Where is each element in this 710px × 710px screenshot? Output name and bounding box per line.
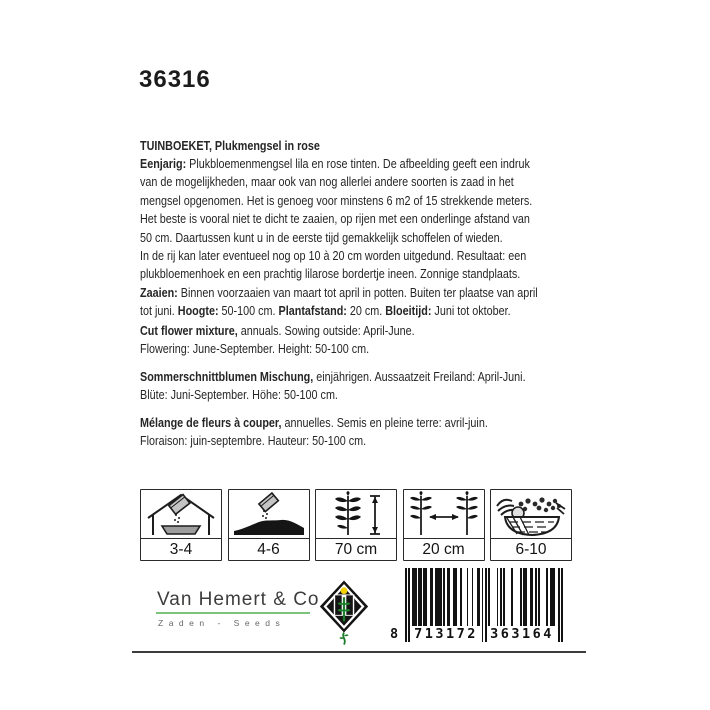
sow-indoors-months: 3-4	[169, 541, 193, 558]
description-dutch: Eenjarig: Plukbloemenmengsel lila en rose tinten. De afbeelding geeft een indruk van de mogelijkheden, maar ook van nog allerlei andere soorten is zaad in het mengsel opgenomen. Het is genoeg voor minstens 6 m2 of 15 strekkende meters. Het beste is vooral niet te dicht te zaaien, op rijen met een onderlinge afstand van 50 cm. Daartussen kunt u in de eerste tijd gemakkelijk schoffelen of wieden. In de rij kan later eventueel nog op 10 à 20 cm worden uitgedund. Resultaat: een plukbloemenhoek en een prachtig lilarose bordertje ineen. Zonnige standplaats. Zaaien: Binnen voorzaaien van maart tot april in potten. Buiten ter plaatse van april tot juni. Hoogte: 50-100 cm. Plantafstand: 20 cm. Bloeitijd: Juni tot oktober.	[140, 156, 538, 319]
pictogram-plant-spacing	[403, 489, 485, 561]
plant-height-value: 70 cm	[334, 541, 378, 558]
brand-tagline: Zaden - Seeds	[158, 618, 286, 628]
pictogram-sow-indoors	[140, 489, 222, 561]
barcode-digits-left: 713172	[414, 626, 478, 642]
brand-green-rule	[156, 612, 310, 614]
pictogram-plant-height	[315, 489, 397, 561]
description-french: Mélange de fleurs à couper, annuelles. Semis en pleine terre: avril-juin. Floraison: juin-septembre. Hauteur: 50-100 cm.	[140, 415, 488, 449]
plant-spacing-value: 20 cm	[422, 541, 465, 558]
sow-indoors-icon	[141, 490, 221, 539]
ean13-barcode	[390, 568, 564, 646]
pictogram-sow-outdoors	[228, 489, 310, 561]
barcode-digit-first: 8	[390, 626, 401, 642]
brand-name: Van Hemert & Co	[157, 589, 320, 610]
pictogram-harvest-period	[490, 489, 572, 561]
barcode-digits-right: 363164	[490, 626, 554, 642]
harvest-period-icon	[491, 490, 571, 539]
plant-spacing-icon	[404, 490, 484, 539]
description-english: Cut flower mixture, annuals. Sowing outside: April-June. Flowering: June-September. Height: 50-100 cm.	[140, 323, 415, 357]
harvest-period-months: 6-10	[515, 541, 547, 558]
bottom-divider	[132, 651, 586, 653]
plant-height-icon	[316, 490, 396, 539]
sow-outdoors-icon	[229, 490, 309, 539]
page-title: TUINBOEKET, Plukmengsel in rose	[140, 138, 320, 153]
brand-diamond-logo-icon	[318, 577, 370, 649]
pictogram-row	[140, 489, 572, 561]
sow-outdoors-months: 4-6	[257, 541, 280, 558]
description-german: Sommerschnittblumen Mischung, einjährigen. Aussaatzeit Freiland: April-Juni. Blüte: Juni-September. Höhe: 50-100 cm.	[140, 369, 526, 403]
article-number: 36316	[139, 66, 211, 93]
